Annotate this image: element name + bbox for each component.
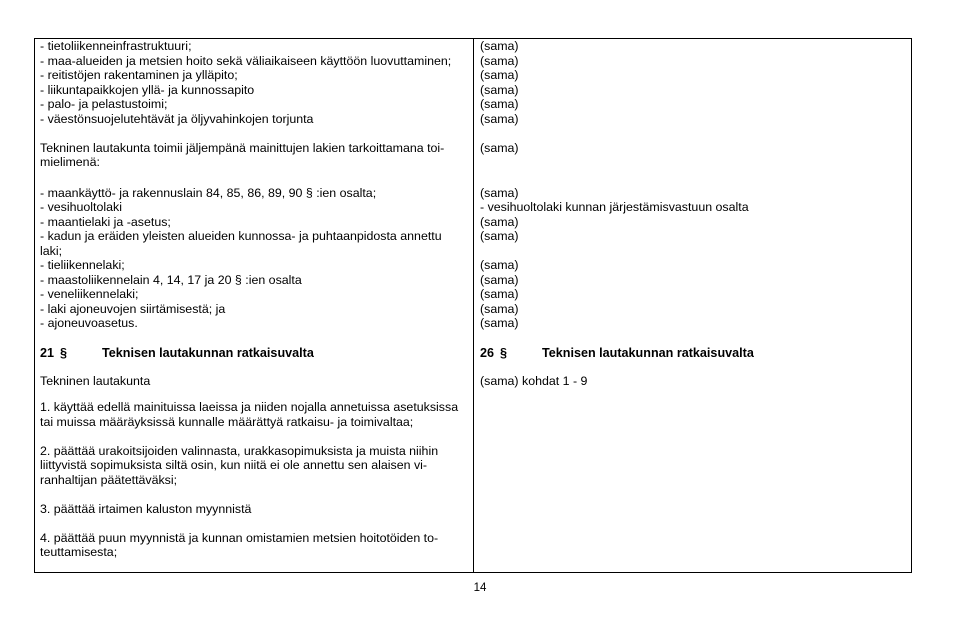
item-line: tai muissa määräyksissä kunnalle määrättyä ratkaisu- ja toimivaltaa; bbox=[40, 414, 414, 429]
list-item: (sama) bbox=[480, 301, 519, 316]
list-item: - vesihuoltolaki kunnan järjestämisvastuun osalta bbox=[480, 200, 749, 214]
list-item: (sama) bbox=[480, 272, 519, 287]
list-item: (sama) bbox=[480, 287, 519, 301]
list-item: (sama) bbox=[480, 214, 519, 229]
list-item: - ajoneuvoasetus. bbox=[40, 316, 138, 330]
list-item: - veneliikennelaki; bbox=[40, 287, 139, 301]
list-item: - vesihuoltolaki bbox=[40, 200, 122, 214]
list-item: - tietoliikenneinfrastruktuuri; bbox=[40, 39, 192, 53]
decision-item-1 bbox=[40, 400, 468, 429]
item-line: 3. päättää irtaimen kaluston myynnistä bbox=[40, 501, 252, 516]
right-column bbox=[480, 39, 905, 388]
body-label: (sama) kohdat 1 - 9 bbox=[480, 373, 588, 388]
section-symbol: § bbox=[500, 345, 508, 360]
decision-item-3 bbox=[40, 502, 468, 517]
decision-item-4 bbox=[40, 531, 468, 560]
body-label: Tekninen lautakunta bbox=[40, 373, 151, 388]
list-item: - laki ajoneuvojen siirtämisestä; ja bbox=[40, 301, 226, 316]
intro-change: (sama) bbox=[480, 140, 519, 155]
list-item: - väestönsuojelutehtävät ja öljyvahinkojen torjunta bbox=[40, 111, 314, 126]
list-item: - maantielaki ja -asetus; bbox=[40, 214, 171, 229]
list-item: - maankäyttö- ja rakennuslain 84, 85, 86, 89, 90 § :ien osalta; bbox=[40, 185, 377, 200]
item-line: teuttamisesta; bbox=[40, 545, 118, 559]
law-list bbox=[40, 186, 468, 331]
law-list-changes bbox=[480, 186, 905, 331]
list-item: (sama) bbox=[480, 53, 519, 68]
list-item: - liikuntapaikkojen yllä- ja kunnossapito bbox=[40, 82, 255, 97]
list-item: - kadun ja eräiden yleisten alueiden kunnossa- ja puhtaanpidosta annettu bbox=[40, 229, 442, 243]
list-item: laki; bbox=[40, 243, 63, 258]
list-item: (sama) bbox=[480, 111, 519, 126]
list-item: (sama) bbox=[480, 97, 519, 111]
item-line: 1. käyttää edellä mainituissa laeissa ja niiden nojalla annetuissa asetuksissa bbox=[40, 400, 459, 414]
list-item: - maastoliikennelain 4, 14, 17 ja 20 § :ien osalta bbox=[40, 272, 302, 287]
decision-item-2 bbox=[40, 444, 468, 488]
list-item: - maa-alueiden ja metsien hoito sekä väliaikaiseen käyttöön luovuttaminen; bbox=[40, 53, 452, 68]
intro-line: mielimenä: bbox=[40, 155, 100, 169]
section-number: 21 bbox=[40, 345, 55, 360]
page-number: 14 bbox=[473, 582, 487, 594]
section-heading bbox=[40, 345, 468, 361]
list-item: (sama) bbox=[480, 82, 519, 97]
section-title: Teknisen lautakunnan ratkaisuvalta bbox=[542, 345, 754, 360]
list-item: - tieliikennelaki; bbox=[40, 258, 125, 272]
list-item: (sama) bbox=[480, 185, 519, 200]
item-line: 4. päättää puun myynnistä ja kunnan omistamien metsien hoitotöiden to- bbox=[40, 530, 439, 545]
list-item: (sama) bbox=[480, 316, 519, 330]
section-title: Teknisen lautakunnan ratkaisuvalta bbox=[102, 345, 314, 360]
intro-paragraph bbox=[40, 141, 468, 170]
list-item: - reitistöjen rakentaminen ja ylläpito; bbox=[40, 68, 238, 82]
list-item: (sama) bbox=[480, 68, 519, 82]
list-item: (sama) bbox=[480, 258, 519, 272]
list-item: (sama) bbox=[480, 39, 519, 53]
item-line: liittyvistä sopimuksista siltä osin, kun niitä ei ole annettu sen alaisen vi- bbox=[40, 458, 428, 472]
section-number: 26 bbox=[480, 345, 495, 360]
item-line: 2. päättää urakoitsijoiden valinnasta, urakkasopimuksista ja muista niihin bbox=[40, 443, 439, 458]
list-item: - palo- ja pelastustoimi; bbox=[40, 97, 168, 111]
section-symbol: § bbox=[60, 345, 68, 360]
intro-line: Tekninen lautakunta toimii jäljempänä mainittujen lakien tarkoittamana toi- bbox=[40, 140, 445, 155]
left-column bbox=[40, 39, 468, 560]
section-heading bbox=[480, 345, 905, 361]
column-divider bbox=[473, 38, 474, 573]
responsibility-list-changes bbox=[480, 39, 905, 126]
item-line: ranhaltijan päätettäväksi; bbox=[40, 472, 178, 487]
responsibility-list bbox=[40, 39, 468, 126]
list-item: (sama) bbox=[480, 229, 519, 243]
